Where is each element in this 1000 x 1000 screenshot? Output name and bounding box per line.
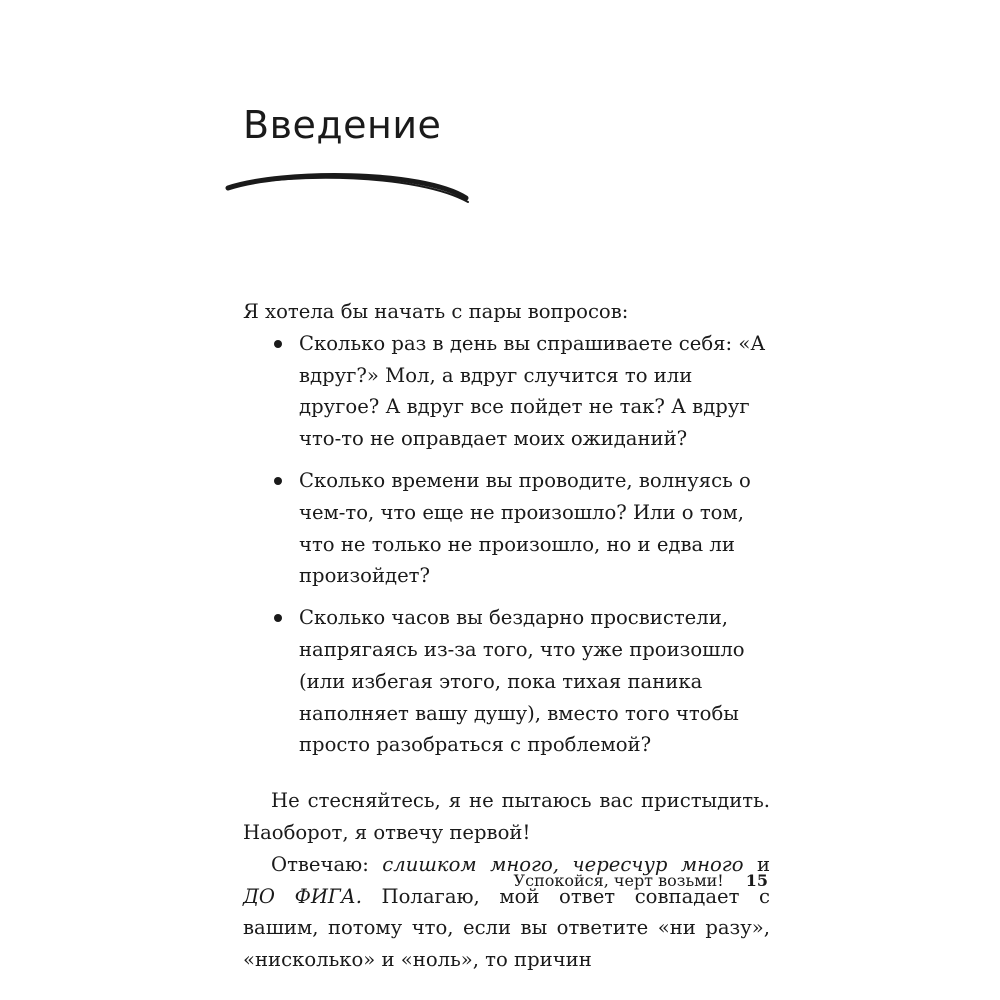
bullet-icon [274, 477, 282, 485]
answer-emphasis-2: ДО ФИГА. [243, 884, 362, 908]
list-item [299, 465, 770, 592]
page-footer [514, 871, 768, 890]
list-item-text: Сколько времени вы проводите, волнуясь о чем-то, что еще не произошло? Или о том, что не только не произошло, но и едва ли произойдет? [299, 468, 751, 588]
list-item-text: Сколько часов вы бездарно просвистели, напрягаясь из-за того, что уже произошло (или избегая этого, пока тихая паника наполняет вашу душу), вместо того чтобы просто разобраться с проблемой? [299, 606, 745, 757]
page-number: 15 [745, 871, 768, 890]
list-item [299, 602, 770, 761]
title-underline-swoosh [222, 168, 474, 214]
answer-rest: Полагаю, мой ответ совпадает с вашим, потому что, если вы ответите «ни разу», «нисколько» и «ноль», то причин [243, 884, 770, 972]
answer-lead: Отвечаю: [271, 852, 383, 876]
paragraph-answer [243, 849, 770, 976]
list-item-text: Сколько раз в день вы спрашиваете себя: «А вдруг?» Мол, а вдруг случится то или другое? А вдруг все пойдет не так? А вдруг что-то не оправдает моих ожиданий? [299, 331, 766, 451]
answer-emphasis-1: слишком много, чересчур много [382, 852, 744, 876]
intro-paragraph: Я хотела бы начать с пары вопросов: [243, 300, 629, 323]
answer-conjunction: и [743, 852, 771, 876]
bullet-icon [274, 340, 282, 348]
chapter-title: Введение [243, 103, 442, 147]
list-item [299, 328, 770, 455]
running-footer-title: Успокойся, черт возьми! [513, 871, 724, 890]
paragraph-no-shame: Не стесняйтесь, я не пытаюсь вас пристыдить. Наоборот, я отвечу первой! [243, 789, 770, 844]
bullet-icon [274, 614, 282, 622]
questions-list [243, 328, 770, 761]
